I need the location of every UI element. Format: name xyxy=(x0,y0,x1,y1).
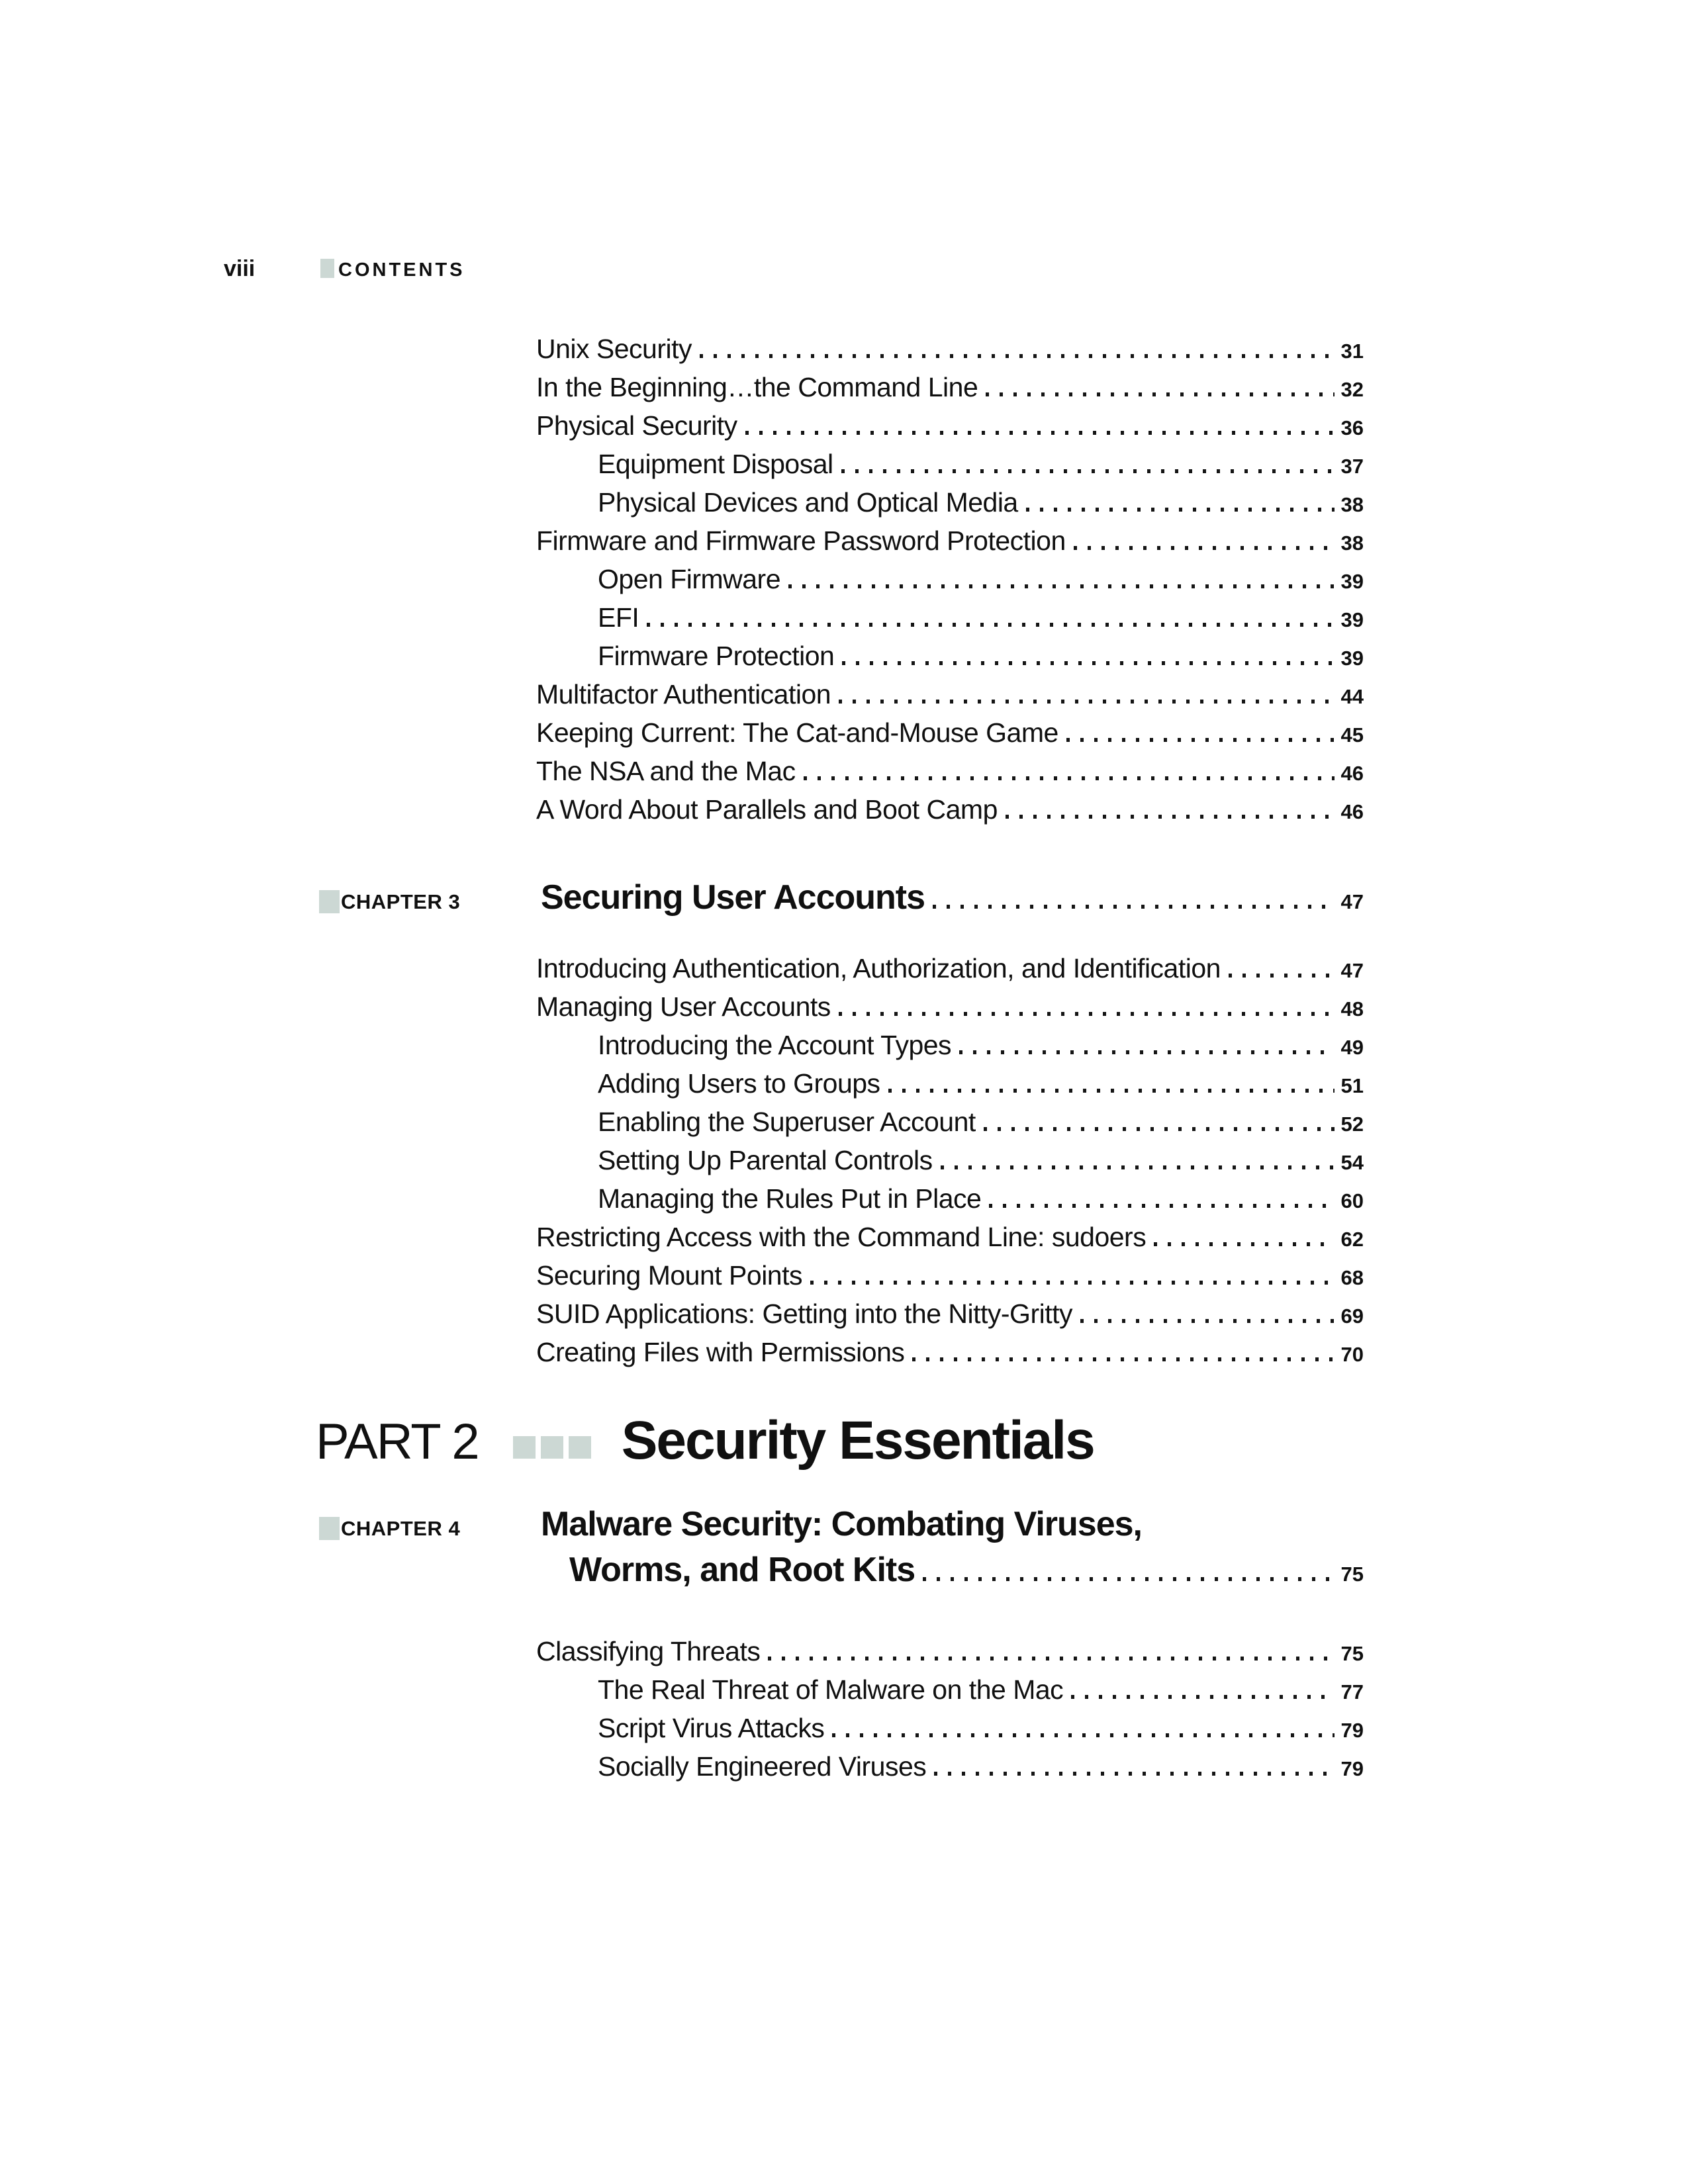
toc-entry-label: Firmware and Firmware Password Protection xyxy=(536,525,1066,556)
toc-page-number: 44 xyxy=(1340,685,1364,708)
toc-entry xyxy=(536,949,1364,987)
dot-leader xyxy=(788,584,1335,588)
dot-leader xyxy=(1006,815,1335,819)
toc-entry-label: Keeping Current: The Cat-and-Mouse Game xyxy=(536,717,1058,748)
toc-entry xyxy=(536,368,1364,406)
toc-entry xyxy=(536,1103,1364,1141)
dot-leader xyxy=(804,776,1335,780)
toc-entry xyxy=(536,1333,1364,1371)
toc-page-number: 52 xyxy=(1340,1113,1364,1136)
dot-leader xyxy=(888,1089,1335,1093)
toc-entry-label: The NSA and the Mac xyxy=(536,756,796,786)
part-2-title: Security Essentials xyxy=(621,1410,1094,1471)
toc-page-number: 77 xyxy=(1340,1680,1364,1704)
toc-page-number: 68 xyxy=(1340,1266,1364,1289)
toc-entry-label: Creating Files with Permissions xyxy=(536,1337,905,1367)
toc-block-chapter4 xyxy=(536,1632,1364,1786)
toc-page-number: 70 xyxy=(1340,1343,1364,1366)
toc-entry xyxy=(536,987,1364,1026)
toc-page-number: 45 xyxy=(1340,723,1364,747)
toc-entry-label: Unix Security xyxy=(536,334,692,364)
toc-entry xyxy=(536,790,1364,829)
toc-entry xyxy=(536,752,1364,790)
toc-entry-label: Managing the Rules Put in Place xyxy=(598,1183,982,1214)
toc-entry xyxy=(536,445,1364,483)
toc-entry-label: Classifying Threats xyxy=(536,1636,761,1666)
toc-entry xyxy=(536,1632,1364,1670)
toc-entry xyxy=(536,483,1364,522)
toc-entry xyxy=(536,637,1364,675)
dot-leader xyxy=(647,623,1334,627)
toc-entry-label: SUID Applications: Getting into the Nitty-Gritty xyxy=(536,1298,1072,1329)
dot-leader xyxy=(842,661,1334,665)
toc-entry-label: Introducing the Account Types xyxy=(598,1030,952,1060)
toc-entry xyxy=(536,1179,1364,1218)
toc-page-number: 39 xyxy=(1340,647,1364,670)
chapter-4-title-line-2 xyxy=(319,1553,1364,1587)
chapter-4-title-text-2: Worms, and Root Kits xyxy=(569,1551,915,1589)
dot-leader xyxy=(1026,508,1335,512)
part-2-label: PART 2 xyxy=(316,1414,479,1470)
accent-square-icon xyxy=(569,1436,591,1459)
dot-leader xyxy=(839,700,1334,704)
toc-entry xyxy=(536,713,1364,752)
toc-page-number: 60 xyxy=(1340,1189,1364,1212)
dot-leader xyxy=(1074,546,1335,550)
accent-square-icon xyxy=(319,890,340,913)
toc-entry xyxy=(536,1141,1364,1179)
dot-leader xyxy=(941,1165,1335,1169)
toc-entry xyxy=(536,522,1364,560)
toc-entry xyxy=(536,406,1364,445)
toc-entry-label: Script Virus Attacks xyxy=(598,1713,825,1743)
toc-page-number: 48 xyxy=(1340,997,1364,1021)
page-folio: viii xyxy=(224,256,256,281)
toc-entry-label: A Word About Parallels and Boot Camp xyxy=(536,794,998,825)
dot-leader xyxy=(700,354,1335,358)
chapter-4-row xyxy=(319,1507,1364,1587)
toc-entry-label: Equipment Disposal xyxy=(598,449,833,479)
toc-entry-label: Restricting Access with the Command Line: sudoers xyxy=(536,1222,1147,1252)
dot-leader xyxy=(986,392,1334,396)
toc-entry-label: The Real Threat of Malware on the Mac xyxy=(598,1674,1064,1705)
dot-leader xyxy=(1229,974,1335,978)
toc-entry-label: Physical Security xyxy=(536,410,737,441)
toc-entry xyxy=(536,1218,1364,1256)
toc-page-number: 79 xyxy=(1340,1719,1364,1742)
toc-page-number: 51 xyxy=(1340,1074,1364,1097)
toc-entry xyxy=(536,598,1364,637)
toc-page-number: 49 xyxy=(1340,1036,1364,1059)
toc-block-chapter3 xyxy=(536,949,1364,1371)
chapter-4-label-text: CHAPTER 4 xyxy=(341,1517,461,1540)
toc-entry-label: Firmware Protection xyxy=(598,641,835,671)
toc-entry xyxy=(536,675,1364,713)
chapter-4-title-text-1: Malware Security: Combating Viruses, xyxy=(541,1505,1142,1543)
dot-leader xyxy=(832,1733,1334,1737)
dot-leader xyxy=(839,1012,1335,1016)
chapter-3-row xyxy=(319,880,1364,915)
dot-leader xyxy=(745,431,1335,435)
toc-entry xyxy=(536,1670,1364,1709)
toc-page-number: 39 xyxy=(1340,570,1364,593)
toc-page-number: 36 xyxy=(1340,416,1364,439)
toc-page-number: 75 xyxy=(1340,1563,1364,1586)
toc-entry-label: Managing User Accounts xyxy=(536,991,831,1022)
accent-square-icon xyxy=(513,1436,536,1459)
toc-page-number: 47 xyxy=(1340,959,1364,982)
accent-square-icon xyxy=(320,259,334,278)
dot-leader xyxy=(768,1657,1334,1661)
chapter-4-title-line-1 xyxy=(319,1507,1364,1541)
toc-page-number: 46 xyxy=(1340,762,1364,785)
toc-entry xyxy=(536,330,1364,368)
chapter-4-label xyxy=(319,1512,541,1539)
toc-entry xyxy=(536,1026,1364,1064)
toc-page-number: 69 xyxy=(1340,1304,1364,1328)
toc-entry xyxy=(536,1709,1364,1747)
toc-page-number: 32 xyxy=(1340,378,1364,401)
toc-entry-label: Open Firmware xyxy=(598,564,781,594)
dot-leader xyxy=(934,1772,1334,1776)
toc-page-number: 38 xyxy=(1340,493,1364,516)
toc-entry xyxy=(536,1747,1364,1786)
dot-leader xyxy=(984,1127,1335,1131)
toc-page-number: 39 xyxy=(1340,608,1364,631)
accent-square-icon xyxy=(319,1517,340,1540)
toc-page-number: 47 xyxy=(1340,890,1364,913)
toc-entry-label: Enabling the Superuser Account xyxy=(598,1107,976,1137)
toc-entry xyxy=(536,1256,1364,1295)
dot-leader xyxy=(1154,1242,1334,1246)
toc-page-number: 31 xyxy=(1340,340,1364,363)
toc-page-number: 46 xyxy=(1340,800,1364,823)
toc-entry xyxy=(536,1064,1364,1103)
dot-leader xyxy=(841,469,1335,473)
toc-page-number: 75 xyxy=(1340,1642,1364,1665)
toc-entry-label: Introducing Authentication, Authorization, and Identification xyxy=(536,953,1221,983)
dot-leader xyxy=(933,905,1335,909)
chapter-3-label-text: CHAPTER 3 xyxy=(341,890,461,913)
dot-leader xyxy=(1066,738,1335,742)
toc-entry xyxy=(536,560,1364,598)
toc-entry-label: EFI xyxy=(598,602,639,633)
toc-block-chapter2 xyxy=(536,330,1364,829)
toc-entry-label: Securing Mount Points xyxy=(536,1260,803,1291)
toc-entry-label: Multifactor Authentication xyxy=(536,679,831,709)
toc-page-number: 54 xyxy=(1340,1151,1364,1174)
accent-square-icon xyxy=(541,1436,563,1459)
toc-page-number: 62 xyxy=(1340,1228,1364,1251)
chapter-3-title: Securing User Accounts xyxy=(541,878,925,917)
toc-page-number: 37 xyxy=(1340,455,1364,478)
toc-entry xyxy=(536,1295,1364,1333)
dot-leader xyxy=(989,1204,1334,1208)
part-squares-icon xyxy=(513,1436,591,1459)
dot-leader xyxy=(912,1357,1334,1361)
dot-leader xyxy=(923,1577,1334,1581)
dot-leader xyxy=(1080,1319,1335,1323)
toc-entry-label: Physical Devices and Optical Media xyxy=(598,487,1018,518)
part-2-heading xyxy=(316,1410,1094,1471)
toc-entry-label: Socially Engineered Viruses xyxy=(598,1751,927,1782)
toc-entry-label: Setting Up Parental Controls xyxy=(598,1145,933,1175)
toc-entry-label: In the Beginning…the Command Line xyxy=(536,372,978,402)
dot-leader xyxy=(810,1281,1335,1285)
dot-leader xyxy=(959,1050,1334,1054)
toc-page-number: 79 xyxy=(1340,1757,1364,1780)
running-head-label: CONTENTS xyxy=(338,259,465,281)
chapter-3-label xyxy=(319,886,541,912)
dot-leader xyxy=(1071,1695,1334,1699)
running-head xyxy=(320,259,465,281)
toc-page-number: 38 xyxy=(1340,531,1364,555)
toc-entry-label: Adding Users to Groups xyxy=(598,1068,880,1099)
